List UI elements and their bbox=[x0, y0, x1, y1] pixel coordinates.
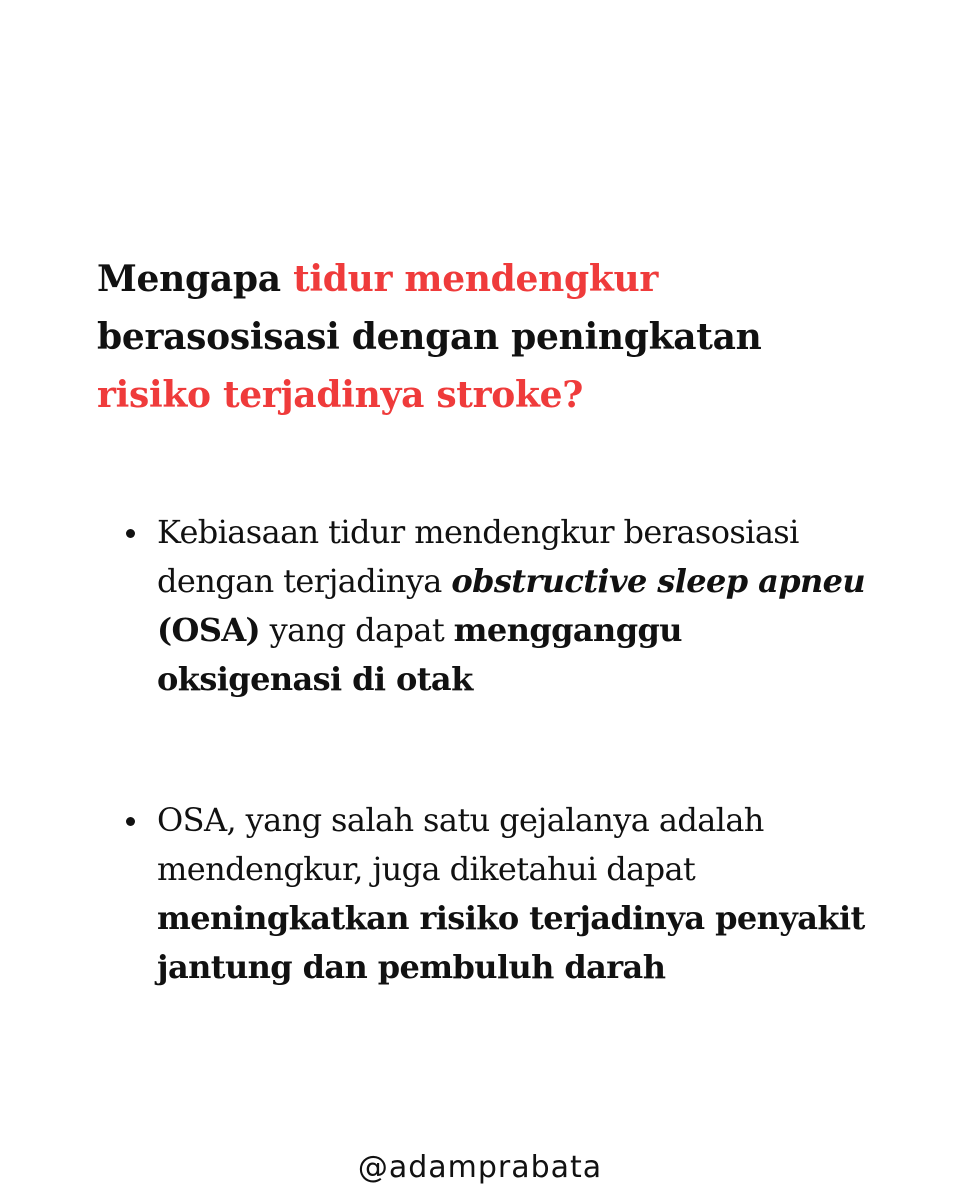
bullet-1-term: obstructive sleep apneu bbox=[451, 562, 866, 600]
bullet-dot-icon bbox=[126, 817, 135, 826]
bullet-dot-icon bbox=[126, 529, 135, 538]
bullet-2-emphasis: meningkatkan risiko terjadinya penyakit jantung dan pembuluh darah bbox=[157, 899, 865, 986]
bullet-1-text-1: Kebiasaan tidur mendengkur berasosiasi dengan terjadinya bbox=[157, 513, 799, 600]
bullet-1-text-2: yang dapat bbox=[260, 611, 454, 649]
bullet-1-abbreviation: (OSA) bbox=[157, 611, 261, 649]
title-text-1: Mengapa bbox=[97, 258, 294, 300]
page-title bbox=[97, 250, 877, 424]
bullet-1-emphasis: mengganggu oksigenasi di otak bbox=[157, 611, 682, 698]
bullet-item-1 bbox=[157, 508, 877, 704]
author-handle: @adamprabata bbox=[357, 1150, 603, 1185]
bullet-2-text-1: OSA, yang salah satu gejalanya adalah mendengkur, juga diketahui dapat bbox=[157, 801, 764, 888]
bullet-item-2 bbox=[157, 796, 877, 992]
title-highlight-2: risiko terjadinya stroke? bbox=[97, 374, 584, 416]
bullet-list bbox=[157, 508, 877, 992]
title-text-2: berasosisasi dengan peningkatan bbox=[97, 316, 762, 358]
title-highlight-1: tidur mendengkur bbox=[293, 258, 659, 300]
